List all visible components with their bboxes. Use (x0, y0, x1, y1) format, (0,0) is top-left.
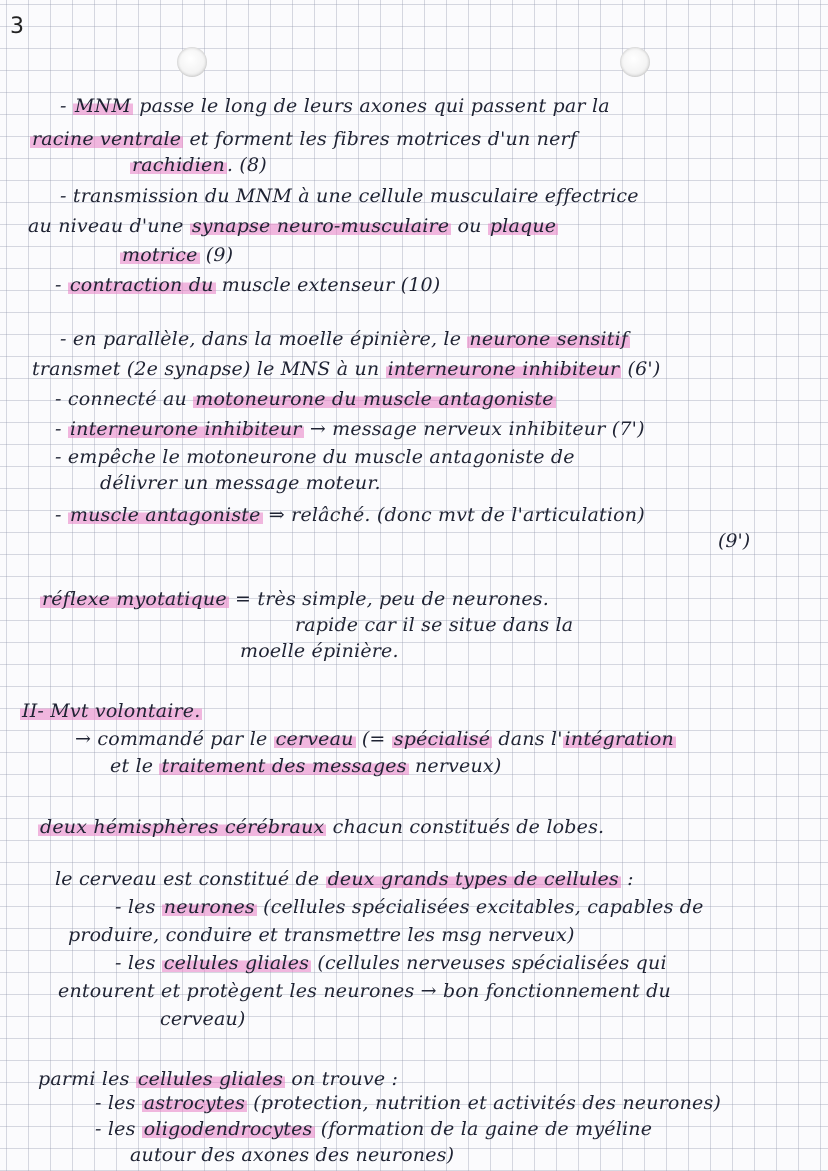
note-text: (= (355, 728, 392, 750)
note-line (38, 816, 604, 838)
note-text: - les (115, 952, 162, 974)
note-line (55, 388, 556, 410)
note-text: - (55, 418, 68, 440)
note-line (110, 755, 501, 777)
highlighted-text: réflexe myotatique (42, 588, 227, 610)
note-line (160, 1008, 246, 1030)
highlighted-text: neurones (163, 896, 255, 918)
note-text: → message nerveux inhibiteur (7') (303, 418, 645, 440)
note-text: . (8) (226, 154, 267, 176)
note-line (28, 215, 558, 237)
note-line (55, 418, 645, 440)
note-line (58, 980, 671, 1002)
note-text: - en parallèle, dans la moelle épinière, le (60, 328, 468, 350)
note-line (130, 154, 267, 176)
note-line (115, 952, 667, 974)
note-line (32, 358, 660, 380)
note-line (95, 1092, 721, 1114)
note-text: au niveau d'une (28, 215, 190, 237)
note-text: (6') (621, 358, 661, 380)
highlighted-text: interneurone inhibiteur (387, 358, 620, 380)
note-text: et le (110, 755, 160, 777)
note-text: moelle épinière. (240, 640, 399, 662)
note-text: parmi les (38, 1068, 136, 1090)
note-text: - connecté au (55, 388, 194, 410)
note-text: = très simple, peu de neurones. (228, 588, 549, 610)
note-text: délivrer un message moteur. (100, 472, 381, 494)
note-text: - les (95, 1092, 142, 1114)
note-text: produire, conduire et transmettre les msg nerveux) (68, 924, 575, 946)
note-text: dans l' (492, 728, 563, 750)
highlighted-text: deux hémisphères cérébraux (40, 816, 325, 838)
page-number: 3 (10, 14, 24, 39)
highlighted-text: cellules gliales (163, 952, 310, 974)
binder-hole-right (620, 47, 650, 77)
note-line (95, 1118, 652, 1140)
note-line (55, 274, 440, 296)
note-text: passe le long de leurs axones qui passent par la (133, 95, 610, 117)
note-line (60, 185, 639, 207)
note-line (60, 328, 630, 350)
note-text: et forment les fibres motrices d'un nerf (183, 128, 578, 150)
highlighted-text: II- Mvt volontaire. (22, 700, 201, 722)
note-text: - les (95, 1118, 142, 1140)
section-heading (20, 700, 202, 722)
binder-hole-left (177, 47, 207, 77)
note-text: : (620, 868, 634, 890)
note-line (68, 924, 575, 946)
note-line (120, 244, 233, 266)
note-line (60, 95, 610, 117)
note-text: - (55, 274, 68, 296)
highlighted-text: spécialisé (393, 728, 491, 750)
note-text: (protection, nutrition et activités des neurones) (247, 1092, 722, 1114)
highlighted-text: MNM (74, 95, 132, 117)
highlighted-text: muscle antagoniste (69, 504, 261, 526)
highlighted-text: deux grands types de cellules (327, 868, 619, 890)
note-text: - transmission du MNM à une cellule musculaire effectrice (60, 185, 639, 207)
note-text: entourent et protègent les neurones → bon fonctionnement du (58, 980, 671, 1002)
highlighted-text: synapse neuro-musculaire (191, 215, 450, 237)
note-line (30, 128, 577, 150)
note-text: - les (115, 896, 162, 918)
note-text: muscle extenseur (10) (215, 274, 441, 296)
highlighted-text: plaque (489, 215, 557, 237)
note-text: - (60, 95, 73, 117)
note-text: on trouve : (285, 1068, 399, 1090)
highlighted-text: oligodendrocytes (143, 1118, 313, 1140)
note-text: ou (451, 215, 488, 237)
highlighted-text: racine ventrale (32, 128, 182, 150)
highlighted-text: motrice (122, 244, 198, 266)
highlighted-text: contraction du (69, 274, 214, 296)
note-text: (formation de la gaine de myéline (314, 1118, 653, 1140)
note-line (115, 896, 704, 918)
highlighted-text: motoneurone du muscle antagoniste (195, 388, 554, 410)
note-text: autour des axones des neurones) (130, 1144, 455, 1166)
note-line (295, 614, 573, 636)
highlighted-text: interneurone inhibiteur (69, 418, 302, 440)
highlighted-text: astrocytes (143, 1092, 246, 1114)
note-text: (9) (199, 244, 234, 266)
highlighted-text: rachidien (132, 154, 225, 176)
note-line (130, 1144, 454, 1166)
note-text: cerveau) (160, 1008, 246, 1030)
highlighted-text: cerveau (275, 728, 354, 750)
note-text: ⇒ relâché. (donc mvt de l'articulation) (262, 504, 645, 526)
note-text: - empêche le motoneurone du muscle antagoniste de (55, 446, 575, 468)
note-text: (cellules spécialisées excitables, capables de (256, 896, 704, 918)
highlighted-text: neurone sensitif (469, 328, 629, 350)
highlighted-text: cellules gliales (137, 1068, 284, 1090)
note-line (40, 588, 549, 610)
note-text: nerveux) (408, 755, 502, 777)
note-text: le cerveau est constitué de (55, 868, 326, 890)
highlighted-text: traitement des messages (161, 755, 407, 777)
note-text: (cellules nerveuses spécialisées qui (311, 952, 667, 974)
highlighted-text: intégration (564, 728, 674, 750)
note-line (38, 1068, 398, 1090)
note-line (240, 640, 399, 662)
note-line (100, 472, 381, 494)
note-line (55, 446, 575, 468)
note-line (55, 868, 634, 890)
note-text: transmet (2e synapse) le MNS à un (32, 358, 386, 380)
note-text: rapide car il se situe dans la (295, 614, 574, 636)
note-text: - (55, 504, 68, 526)
note-line (55, 504, 645, 526)
note-line (75, 728, 676, 750)
note-text: chacun constitués de lobes. (326, 816, 605, 838)
note-text: → commandé par le (75, 728, 274, 750)
right-note: (9') (718, 530, 751, 552)
